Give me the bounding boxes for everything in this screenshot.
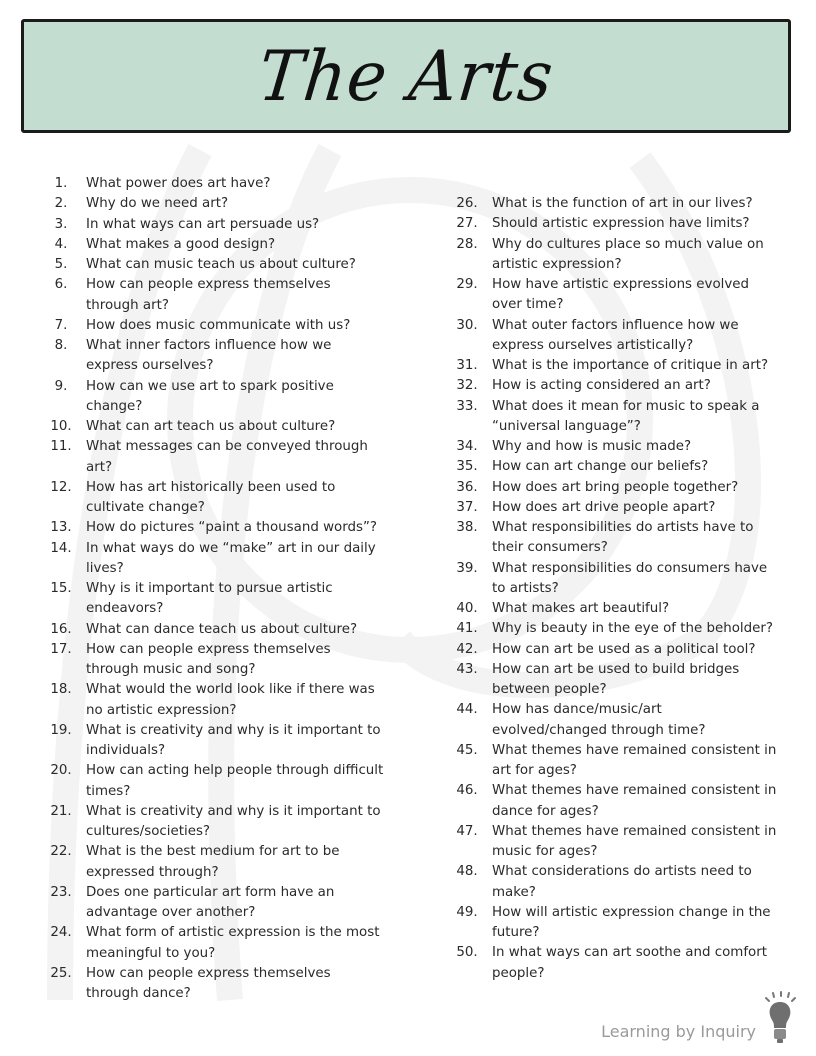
question-number: 15. (50, 581, 72, 596)
question-line: How do pictures “paint a thousand words”? (86, 520, 378, 536)
question-line: lives? (86, 560, 124, 576)
question-line: What considerations do artists need to (492, 864, 752, 880)
question-item (36, 417, 396, 437)
question-line: Why do we need art? (86, 196, 229, 212)
lightbulb-icon (762, 990, 798, 1046)
question-text (86, 194, 396, 214)
question-number: 25. (50, 965, 72, 981)
question-line: In what ways can art soothe and comfort (492, 945, 767, 961)
question-number: 50. (456, 945, 478, 961)
question-text (86, 417, 396, 437)
question-item (36, 680, 396, 721)
question-number: 46. (456, 783, 478, 799)
question-text (86, 883, 396, 924)
question-number: 33. (456, 398, 478, 414)
question-text (492, 356, 787, 376)
question-number: 1. (54, 176, 68, 191)
question-number: 28. (456, 236, 478, 252)
question-item (442, 660, 787, 701)
question-item (36, 518, 396, 538)
question-line: through dance? (86, 986, 191, 1001)
question-text (86, 215, 396, 235)
question-item (442, 599, 787, 619)
question-text (492, 700, 787, 741)
question-item (36, 174, 396, 194)
question-text (492, 437, 787, 457)
question-line: Should artistic expression have limits? (492, 216, 750, 232)
footer-brand: Learning by Inquiry (601, 1022, 756, 1041)
question-text (86, 275, 396, 316)
question-number: 20. (50, 763, 72, 779)
question-number: 34. (456, 439, 478, 454)
question-item (442, 903, 787, 944)
question-text (492, 619, 787, 639)
question-line: change? (86, 398, 143, 414)
question-line: What responsibilities do artists have to (492, 520, 754, 535)
question-line: In what ways do we “make” art in our daily (86, 540, 376, 556)
question-line: Why is beauty in the eye of the beholder? (492, 621, 773, 637)
question-number: 31. (456, 358, 478, 373)
question-number: 41. (456, 621, 478, 637)
question-text (492, 781, 787, 822)
question-text (86, 377, 396, 418)
question-item (442, 376, 787, 396)
question-item (36, 215, 396, 235)
question-number: 6. (54, 277, 68, 293)
question-number: 24. (50, 925, 72, 941)
question-line: How will artistic expression change in the (492, 904, 771, 920)
question-number: 2. (54, 196, 68, 212)
question-line: How can acting help people through difficult (86, 763, 384, 779)
question-line: How can we use art to spark positive (86, 378, 334, 394)
question-list-left (36, 174, 396, 1004)
question-line: What inner factors influence how we (86, 338, 332, 353)
question-number: 37. (456, 499, 478, 515)
question-line: How can art be used as a political tool? (492, 641, 756, 657)
question-text (86, 640, 396, 681)
question-number: 38. (456, 520, 478, 535)
question-line: What makes a good design? (86, 236, 276, 252)
question-item (442, 214, 787, 234)
question-line: cultures/societies? (86, 824, 211, 839)
question-line: In what ways can art persuade us? (86, 216, 320, 232)
question-line: How have artistic expressions evolved (492, 277, 750, 292)
question-item (36, 275, 396, 316)
question-line: What outer factors influence how we (492, 317, 739, 333)
question-line: What responsibilities do consumers have (492, 560, 768, 576)
question-item (36, 802, 396, 843)
question-item (36, 255, 396, 275)
question-number: 44. (456, 702, 478, 718)
question-number: 16. (50, 621, 72, 637)
question-item (442, 518, 787, 559)
question-text (492, 660, 787, 701)
question-item (36, 377, 396, 418)
question-line: cultivate change? (86, 500, 205, 515)
question-line: What can art teach us about culture? (86, 419, 336, 434)
question-line: What power does art have? (86, 176, 271, 191)
question-item (442, 235, 787, 276)
question-item (36, 640, 396, 681)
question-number: 3. (54, 216, 68, 232)
question-item (442, 397, 787, 438)
question-line: What is the best medium for art to be (86, 844, 340, 860)
question-number: 8. (54, 338, 68, 353)
question-text (492, 478, 787, 498)
question-item (36, 437, 396, 478)
question-text (86, 620, 396, 640)
question-line: express ourselves artistically? (492, 337, 694, 353)
question-line: What is the function of art in our lives? (492, 196, 753, 211)
question-text (86, 235, 396, 255)
question-line: Why and how is music made? (492, 439, 692, 454)
question-list-right (442, 194, 787, 984)
question-number: 47. (456, 823, 478, 839)
question-line: What is creativity and why is it important to (86, 803, 381, 819)
question-line: no artistic expression? (86, 702, 237, 718)
question-text (492, 518, 787, 559)
question-number: 10. (50, 419, 72, 434)
question-line: “universal language”? (492, 418, 641, 434)
question-number: 17. (50, 641, 72, 657)
question-number: 42. (456, 641, 478, 657)
question-text (492, 599, 787, 619)
question-text (86, 761, 396, 802)
question-line: dance for ages? (492, 803, 599, 819)
question-item (442, 822, 787, 863)
question-item (442, 275, 787, 316)
question-number: 35. (456, 459, 478, 475)
question-line: How can people express themselves (86, 277, 331, 293)
question-text (492, 559, 787, 600)
question-item (36, 842, 396, 883)
question-item (36, 194, 396, 214)
question-text (86, 336, 396, 377)
question-item (442, 943, 787, 984)
question-number: 7. (54, 317, 68, 333)
question-line: How can people express themselves (86, 641, 331, 657)
question-text (492, 640, 787, 660)
question-item (36, 235, 396, 255)
question-line: over time? (492, 297, 564, 313)
question-line: What is creativity and why is it important to (86, 722, 381, 738)
question-number: 19. (50, 722, 72, 738)
question-line: How has dance/music/art (492, 702, 662, 718)
question-item (36, 478, 396, 519)
question-line: through music and song? (86, 662, 256, 677)
question-line: How does art bring people together? (492, 479, 739, 495)
question-item (442, 316, 787, 357)
question-text (492, 194, 787, 214)
question-line: What can dance teach us about culture? (86, 621, 358, 637)
question-line: How does music communicate with us? (86, 317, 351, 333)
question-line: What themes have remained consistent in (492, 742, 777, 758)
question-number: 22. (50, 844, 72, 860)
question-text (492, 235, 787, 276)
question-item (442, 498, 787, 518)
question-text (86, 478, 396, 519)
question-line: Why is it important to pursue artistic (86, 581, 333, 596)
question-number: 29. (456, 277, 478, 292)
question-item (36, 336, 396, 377)
question-number: 30. (456, 317, 478, 333)
question-line: How can people express themselves (86, 965, 331, 981)
question-line: How has art historically been used to (86, 479, 336, 495)
question-line: How can art change our beliefs? (492, 459, 709, 475)
question-line: What form of artistic expression is the most (86, 925, 380, 941)
question-line: What would the world look like if there was (86, 682, 375, 698)
question-line: future? (492, 925, 540, 940)
question-text (492, 741, 787, 782)
question-item (442, 619, 787, 639)
question-text (492, 397, 787, 438)
question-line: between people? (492, 682, 607, 697)
question-text (86, 255, 396, 275)
question-item (442, 781, 787, 822)
question-text (492, 862, 787, 903)
question-line: to artists? (492, 580, 559, 596)
question-text (86, 680, 396, 721)
question-text (492, 903, 787, 944)
question-number: 40. (456, 601, 478, 616)
question-line: What makes art beautiful? (492, 601, 670, 616)
question-item (36, 620, 396, 640)
question-line: Why do cultures place so much value on (492, 236, 764, 252)
question-line: expressed through? (86, 864, 219, 880)
question-text (492, 316, 787, 357)
question-number: 13. (50, 520, 72, 536)
question-text (492, 457, 787, 477)
question-item (36, 923, 396, 964)
question-line: music for ages? (492, 844, 598, 859)
question-line: How can art be used to build bridges (492, 661, 740, 677)
question-number: 39. (456, 560, 478, 576)
question-text (492, 376, 787, 396)
question-item (442, 194, 787, 214)
question-line: express ourselves? (86, 358, 214, 374)
question-line: What themes have remained consistent in (492, 823, 777, 839)
question-text (86, 964, 396, 1005)
question-item (442, 457, 787, 477)
question-text (492, 498, 787, 518)
question-line: How does art drive people apart? (492, 499, 716, 515)
question-text (492, 275, 787, 316)
question-line: What is the importance of critique in art? (492, 358, 769, 373)
question-line: What does it mean for music to speak a (492, 398, 760, 414)
question-number: 18. (50, 682, 72, 698)
question-item (442, 862, 787, 903)
question-line: art for ages? (492, 763, 577, 778)
question-line: individuals? (86, 743, 166, 758)
question-text (86, 923, 396, 964)
question-number: 36. (456, 479, 478, 495)
question-text (492, 214, 787, 234)
question-item (442, 478, 787, 498)
question-item (36, 316, 396, 336)
question-item (36, 964, 396, 1005)
question-number: 45. (456, 742, 478, 758)
question-item (36, 883, 396, 924)
question-item (36, 539, 396, 580)
question-number: 32. (456, 378, 478, 394)
question-line: people? (492, 965, 545, 981)
question-item (36, 761, 396, 802)
question-text (86, 539, 396, 580)
question-item (442, 700, 787, 741)
question-line: advantage over another? (86, 905, 256, 920)
question-number: 26. (456, 196, 478, 211)
question-text (86, 316, 396, 336)
question-text (86, 802, 396, 843)
title-banner (21, 19, 791, 133)
question-line: through art? (86, 297, 169, 313)
question-number: 43. (456, 661, 478, 677)
question-line: art? (86, 459, 113, 475)
question-item (36, 579, 396, 620)
question-item (442, 437, 787, 457)
question-line: What can music teach us about culture? (86, 257, 356, 272)
question-number: 11. (50, 439, 72, 455)
question-item (442, 559, 787, 600)
question-number: 23. (50, 884, 72, 900)
question-line: times? (86, 783, 131, 799)
question-text (86, 579, 396, 620)
question-number: 27. (456, 216, 478, 232)
question-number: 4. (54, 236, 68, 252)
page-title: The Arts (254, 35, 558, 117)
question-text (492, 943, 787, 984)
question-line: What messages can be conveyed through (86, 439, 368, 455)
question-text (86, 842, 396, 883)
question-line: What themes have remained consistent in (492, 783, 777, 799)
question-text (86, 437, 396, 478)
question-item (36, 721, 396, 762)
question-text (86, 721, 396, 762)
question-line: artistic expression? (492, 256, 622, 272)
question-text (492, 822, 787, 863)
question-line: endeavors? (86, 601, 164, 617)
question-line: meaningful to you? (86, 945, 216, 961)
question-number: 5. (54, 257, 68, 272)
question-line: How is acting considered an art? (492, 378, 711, 394)
question-line: their consumers? (492, 540, 608, 556)
question-line: make? (492, 884, 536, 900)
question-text (86, 518, 396, 538)
question-item (442, 356, 787, 376)
question-number: 14. (50, 540, 72, 556)
question-item (442, 741, 787, 782)
question-number: 12. (50, 479, 72, 495)
question-number: 21. (50, 803, 72, 819)
question-item (442, 640, 787, 660)
question-number: 48. (456, 864, 478, 880)
question-line: evolved/changed through time? (492, 722, 706, 738)
question-number: 49. (456, 904, 478, 920)
question-line: Does one particular art form have an (86, 884, 335, 900)
question-text (86, 174, 396, 194)
question-number: 9. (54, 378, 68, 394)
